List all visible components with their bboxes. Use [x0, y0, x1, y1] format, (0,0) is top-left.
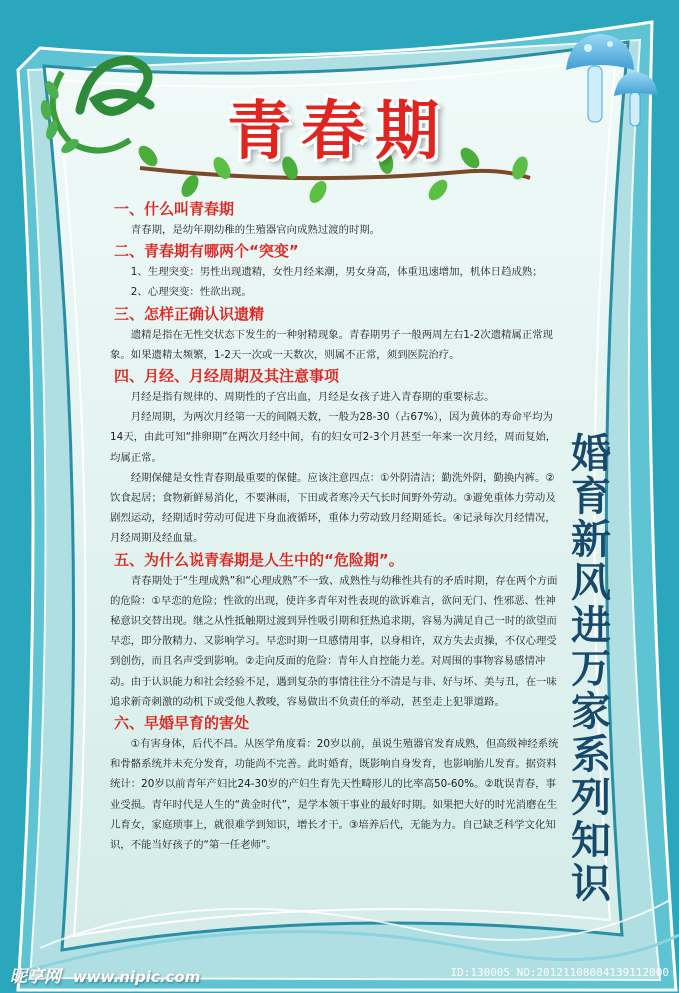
side-title-char: 万: [571, 645, 611, 692]
section-paragraph: 经期保健是女性青春期最重要的保健。应该注意四点：①外阴清洁；勤洗外阴，勤换内裤。②饮食起居；食物新鲜易消化，不要淋雨，下田或者寒冷天气长时间野外劳动。③避免重体力劳动及剧烈运动，经期适时劳动可促进下身血液循环，重体力劳动致月经期延长。④记录每次月经情况，月经周期及经血量。: [110, 471, 556, 545]
section-paragraph: 1、生理突变：男性出现遗精，女性月经来潮，男女身高，体重迅速增加，机体日趋成熟；: [130, 266, 543, 279]
side-vertical-title: [566, 432, 616, 905]
section-paragraph: 青春期处于“生理成熟”和“心理成熟”不一致、成熟性与幼稚性共有的矛盾时期，存在两个方面的危险：①早恋的危险；性欲的出现，使许多青年对性表现的欲诉难言，欲问无门、性邪恶、性神秘意识交替出现。继之从性抵触期过渡到异性吸引期和狂热追求期，容易为满足自己一时的欲望而早恋，即分散精力、又影响学习。早恋时期一旦感情用事，以身相许，双方失去贞操，不仅心理受到创伤，而且名声受到影响。②走向反面的危险：青年人自控能力差。对周围的事物容易感情冲动。由于认识能力和社会经验不足，遇到复杂的事情往往分不清是与非、好与坏、美与丑，在一味追求新奇刺激的动机下或受他人教唆，容易做出不负责任的举动，甚至走上犯罪道路。: [110, 574, 558, 708]
side-title-char: 进: [571, 602, 611, 649]
side-title-char: 系: [571, 731, 611, 778]
side-title-char: 列: [571, 774, 611, 821]
section-heading: 一、什么叫青春期: [114, 200, 235, 218]
side-title-char: 识: [571, 860, 611, 907]
section-heading: 五、为什么说青春期是人生中的“危险期”。: [114, 550, 404, 569]
side-title-char: 新: [571, 516, 611, 563]
section-paragraph: 2、心理突变：性欲出现。: [130, 286, 252, 299]
watermark-id: ID:130005 NO:20121108084139112000: [450, 966, 669, 979]
side-title-char: 风: [571, 559, 611, 606]
side-title-char: 知: [571, 817, 611, 864]
section-paragraph: ①有害身体，后代不昌。从医学角度看：20岁以前，虽说生殖器官发育成熟，但高级神经系统和骨骼系统并未充分发育，功能尚不完善。此时婚育，既影响自身发育，也影响胎儿发育。据资料统计：20岁以前青年产妇比24-30岁的产妇生育先天性畸形儿的比率高50-60%。②耽误青春，事业受损。青年时代是人生的“黄金时代”，是学本领干事业的最好时期。如果把大好的时光消磨在生儿育女，家庭琐事上，就很难学到知识，增长才干。③培养后代，无能为力。自己缺乏科学文化知识，不能当好孩子的“第一任老师”。: [110, 738, 559, 852]
side-title-char: 育: [571, 473, 611, 520]
side-title-char: 婚: [571, 430, 611, 477]
page-title: 青春期: [227, 95, 449, 169]
section-heading: 四、月经、月经周期及其注意事项: [114, 367, 340, 386]
section-heading: 三、怎样正确认识遗精: [114, 304, 265, 323]
section-paragraph: 遗精是指在无性交状态下发生的一种射精现象。青春期男子一般两周左右1-2次遗精属正常现象。如果遗精太频繁，1-2天一次或一天数次，则属不正常，须到医院治疗。: [110, 328, 553, 361]
section-heading: 六、早婚早育的害处: [114, 714, 250, 733]
side-title-char: 家: [571, 688, 611, 735]
watermark-brand: [10, 962, 200, 987]
watermark-url: www.nipic.com: [72, 968, 201, 986]
section-paragraph: 月经周期，为两次月经第一天的间隔天数，一般为28-30（占67%），因为黄体的寿命平均为14天，由此可知“排卵期”在两次月经中间，有的妇女可2-3个月甚至一年来一次月经，周而复始，均属正常。: [110, 411, 557, 464]
watermark-brand-name: 昵享网: [10, 967, 61, 987]
article-body: [110, 198, 560, 855]
section-paragraph: 青春期，是幼年期幼稚的生殖器官向成熟过渡的时期。: [130, 224, 381, 236]
section-paragraph: 月经是指有规律的、周期性的子宫出血，月经是女孩子进入青春期的重要标志。: [130, 391, 495, 404]
section-heading: 二、青春期有哪两个“突变”: [114, 242, 299, 261]
